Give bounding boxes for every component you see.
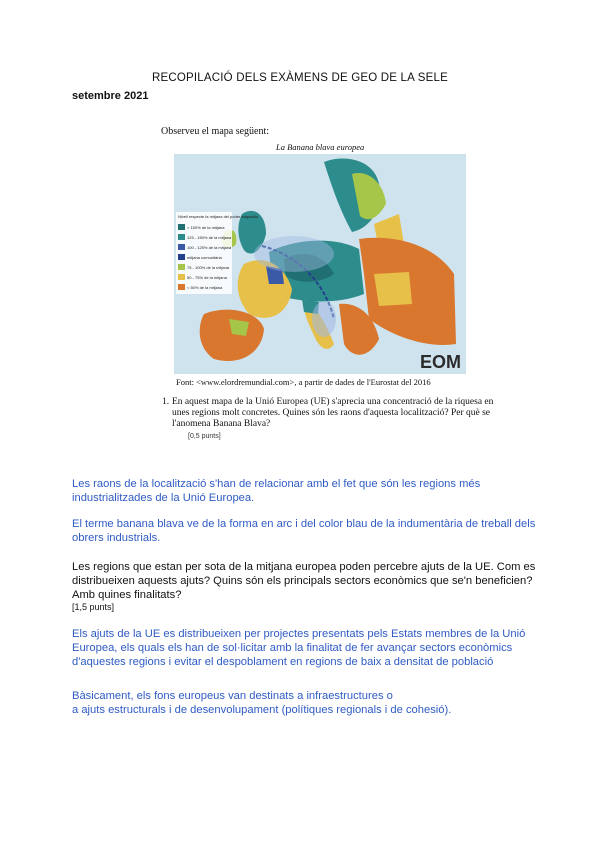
legend-label: 50 - 75% de la mitjana [187, 275, 227, 280]
legend-label: > 150% de la mitjana [187, 225, 225, 230]
legend-label: 100 - 125% de la mitjana [187, 245, 232, 250]
legend-swatch [178, 234, 185, 240]
map-source: Font: <www.elordremundial.com>, a partir de dades de l'Eurostat del 2016 [176, 377, 431, 387]
europe-map [174, 154, 466, 374]
legend-swatch [178, 274, 185, 280]
legend-swatch [178, 224, 185, 230]
legend-label: < 50% de la mitjana [187, 285, 223, 290]
answer-4 [72, 689, 542, 717]
answer-2: El terme banana blava ve de la forma en arc i del color blau de la indumentària de treball dels obrers industrials. [72, 518, 536, 544]
exam-date: setembre 2021 [72, 90, 149, 102]
question-1 [162, 397, 502, 430]
legend-swatch [178, 244, 185, 250]
question-1-points: [0,5 punts] [188, 433, 221, 440]
answer-1: Les raons de la localització s'han de relacionar amb el fet que són les regions més industrialitzades de la Unió Europea. [72, 478, 481, 504]
question-1-number: 1. [162, 397, 170, 407]
answer-4-line-1: Bàsicament, els fons europeus van destinats a infraestructures o [72, 690, 393, 702]
legend-label: 125 - 150% de la mitjana [187, 235, 232, 240]
legend-swatch [178, 284, 185, 290]
map-logo: EOM [420, 352, 462, 372]
question-1-text: En aquest mapa de la Unió Europea (UE) s'aprecia una concentració de la riquesa en unes regions molt concretes. Quines són les raons d'aquesta localització? Per què se l'anomena Banana Blava? [172, 397, 494, 429]
page-title: RECOPILACIÓ DELS EXÀMENS DE GEO DE LA SELE [152, 72, 448, 84]
question-2: Les regions que estan per sota de la mitjana europea poden percebre ajuts de la UE. Com es distribueixen aquests ajuts? Quins són els principals sectors econòmics que se'n beneficien? Amb quines finalitats? [72, 561, 536, 601]
legend-title: Nivell respecte la mitjana del poder adquisitiu [178, 214, 259, 219]
map-title: La Banana blava europea [276, 142, 365, 152]
exercise-lead: Observeu el mapa següent: [161, 126, 270, 137]
legend-label: 75 - 100% de la mitjana [187, 265, 230, 270]
question-2-points: [1,5 punts] [72, 602, 115, 612]
answer-3: Els ajuts de la UE es distribueixen per projectes presentats pels Estats membres de la Unió Europea, els quals els han de sol·licitar amb la finalitat de fer avançar sectors econòmics d'aquestes regions i evitar el despoblament en regions de baix a densitat de població [72, 628, 526, 668]
legend-swatch [178, 254, 185, 260]
legend-label: mitjana comunitària [187, 255, 222, 260]
answer-4-line-2: a ajuts estructurals i de desenvolupament (polítiques regionals i de cohesió). [72, 704, 452, 716]
legend-swatch [178, 264, 185, 270]
